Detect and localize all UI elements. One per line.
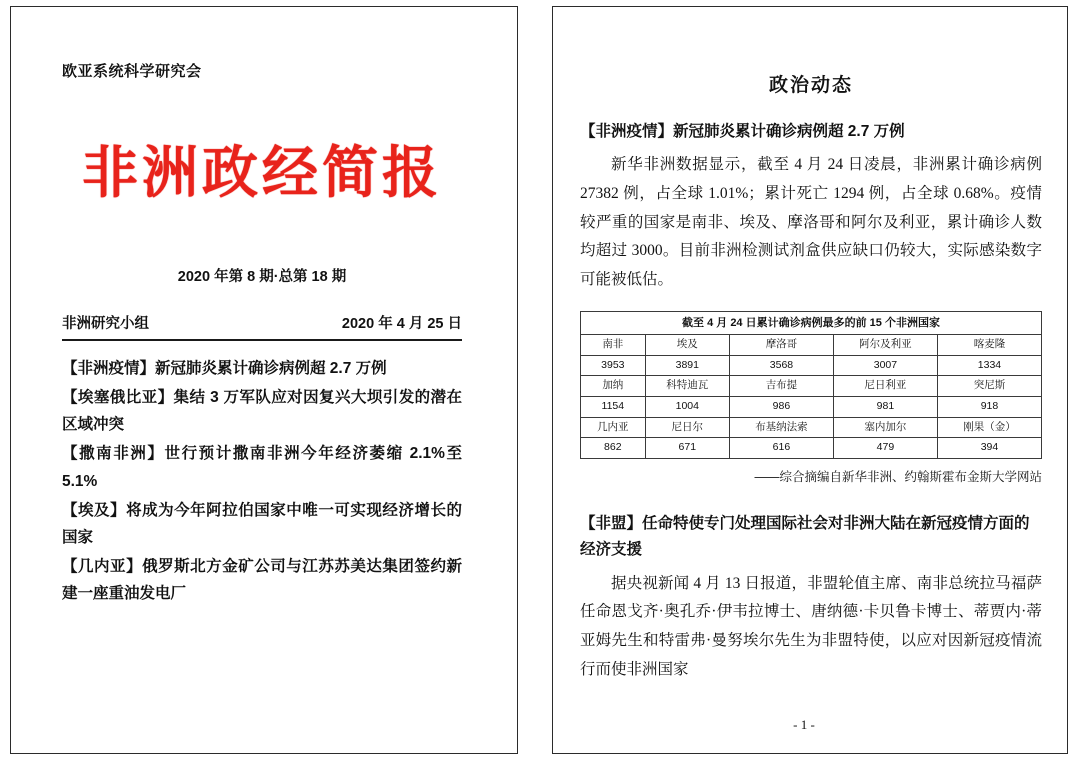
table-cell: 394 [937,438,1041,459]
publication-date: 2020 年 4 月 25 日 [341,316,462,332]
article-headline: 【非盟】任命特使专门处理国际社会对非洲大陆在新冠疫情方面的经济支援 [580,514,1030,559]
table-cell: 981 [833,396,937,417]
table-cell: 3568 [729,355,833,376]
table-cell: 1004 [645,396,729,417]
cover-content [62,60,462,609]
table-row [581,396,1042,417]
table-cell: 喀麦隆 [937,335,1041,356]
table-row [581,417,1042,438]
table-cell: 3007 [833,355,937,376]
table-cell: 479 [833,438,937,459]
table-row [581,376,1042,397]
table-cell: 3891 [645,355,729,376]
issue-line: 2020 年第 8 期·总第 18 期 [177,269,347,285]
list-item: 【埃及】将成为今年阿拉伯国家中唯一可实现经济增长的国家 [62,501,462,546]
table-cell: 布基纳法索 [729,417,833,438]
table-cell: 塞内加尔 [833,417,937,438]
list-item: 【埃塞俄比亚】集结 3 万军队应对因复兴大坝引发的潜在区域冲突 [62,389,462,434]
author-group: 非洲研究小组 [62,316,149,332]
organization-name: 欧亚系统科学研究会 [62,63,202,80]
article-headline: 【非洲疫情】新冠肺炎累计确诊病例超 2.7 万例 [580,123,905,140]
page-right [528,0,1080,761]
table-cell: 671 [645,438,729,459]
article-body: 新华非洲数据显示，截至 4 月 24 日凌晨，非洲累计确诊病例 27382 例，占全球 1.01%；累计死亡 1294 例，占全球 0.68%。疫情较严重的国家是南非、埃及、摩洛哥和阿尔及利亚，累计确诊人数均超过 3000。目前非洲检测试剂盒供应缺口仍较大，实际感染数字可能被低估。 [580,156,1042,289]
covid-cases-table-wrapper [580,311,1042,459]
table-cell: 尼日尔 [645,417,729,438]
table-cell: 616 [729,438,833,459]
table-cell: 科特迪瓦 [645,376,729,397]
table-cell: 918 [937,396,1041,417]
table-cell: 刚果（金） [937,417,1041,438]
article-body: 据央视新闻 4 月 13 日报道，非盟轮值主席、南非总统拉马福萨任命恩戈齐·奥孔乔·伊韦拉博士、唐纳德·卡贝鲁卡博士、蒂贾内·蒂亚姆先生和特雷弗·曼努埃尔先生为非盟特使，以应对因新冠疫情流行而使非洲国家 [580,574,1042,678]
table-cell: 尼日利亚 [833,376,937,397]
page-left [0,0,528,761]
byline-row [62,312,462,341]
source-attribution: ——综合摘编自新华非洲、约翰斯霍布金斯大学网站 [754,469,1042,484]
table-cell: 1154 [581,396,646,417]
list-item: 【非洲疫情】新冠肺炎累计确诊病例超 2.7 万例 [62,360,387,377]
article-content [580,70,1042,684]
table-cell: 986 [729,396,833,417]
section-title: 政治动态 [768,75,853,96]
table-of-contents [62,355,462,607]
table-row [581,438,1042,459]
table-cell: 1334 [937,355,1041,376]
table-row [581,355,1042,376]
table-cell: 突尼斯 [937,376,1041,397]
table-cell: 加纳 [581,376,646,397]
covid-cases-table [580,311,1042,459]
table-cell: 吉布提 [729,376,833,397]
table-cell: 埃及 [645,335,729,356]
table-cell: 3953 [581,355,646,376]
table-caption: 截至 4 月 24 日累计确诊病例最多的前 15 个非洲国家 [581,311,1042,334]
page-number: - 1 - [793,717,815,732]
table-cell: 摩洛哥 [729,335,833,356]
table-cell: 南非 [581,335,646,356]
list-item: 【几内亚】俄罗斯北方金矿公司与江苏苏美达集团签约新建一座重油发电厂 [62,557,462,602]
table-row [581,335,1042,356]
table-caption-row [581,311,1042,334]
list-item: 【撒南非洲】世行预计撒南非洲今年经济萎缩 2.1%至 5.1% [62,445,462,490]
table-cell: 阿尔及利亚 [833,335,937,356]
table-cell: 862 [581,438,646,459]
publication-title: 非洲政经简报 [82,141,442,204]
table-cell: 几内亚 [581,417,646,438]
